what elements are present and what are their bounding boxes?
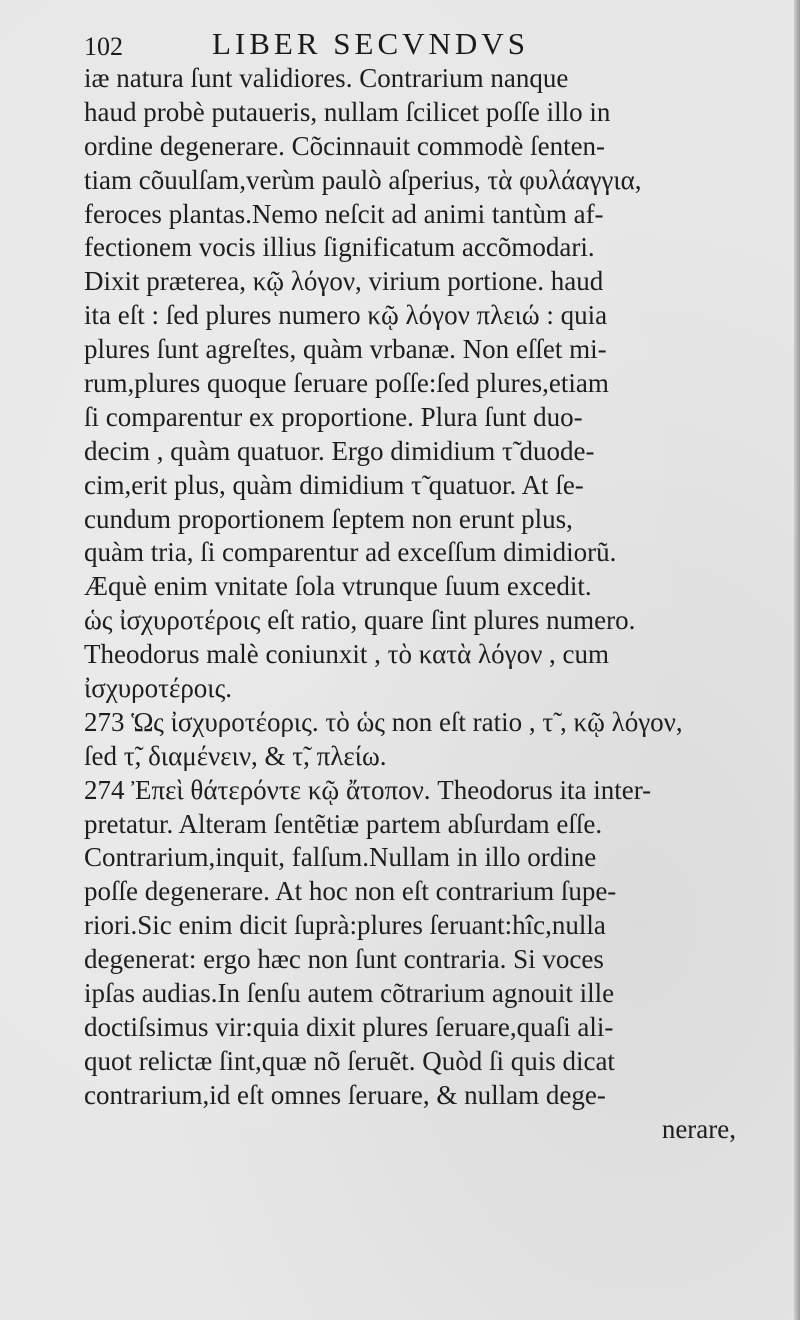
text-line: riori.Sic enim dicit ſuprà:plures ſeruant:hîc,nulla: [84, 910, 606, 941]
text-line: ſed τ̃, διαμένειν, & τ̃, πλείω.: [84, 740, 387, 771]
text-line: haud probè putaueris, nullam ſcilicet poſſe illo in: [84, 96, 611, 127]
running-head: LIBER SECVNDVS: [212, 26, 529, 61]
text-line: pretatur. Alteram ſentẽtiæ partem abſurdam eſſe.: [84, 808, 603, 839]
text-line: Contrarium,inquit, falſum.Nullam in illo ordine: [84, 842, 597, 873]
text-line: Dixit præterea, κῷ λόγον, virium portione. haud: [84, 266, 604, 297]
text-line: feroces plantas.Nemo neſcit ad animi tantùm af-: [84, 198, 604, 229]
text-line: plures ſunt agreſtes, quàm vrbanæ. Non eſſet mi-: [84, 334, 607, 365]
text-line: Theodorus malè coniunxit , τὸ κατὰ λόγον , cum: [84, 639, 610, 670]
text-line: cim,erit plus, quàm dimidium τ̃ quatuor. At ſe-: [84, 469, 584, 500]
text-line: cundum proportionem ſeptem non erunt plus,: [84, 503, 573, 534]
page-header: [84, 26, 724, 66]
text-line: tiam cõuulſam,verùm paulò aſperius, τὰ φυλάαγγια,: [84, 164, 642, 195]
text-line: ita eſt : ſed plures numero κῷ λόγον πλειώ : quia: [84, 300, 608, 331]
note-line-273: 273 Ὡς ἰσχυροτέορις. τὸ ὡς non eſt ratio , τ̃ , κῷ λόγον,: [84, 706, 683, 737]
text-line: poſſe degenerare. At hoc non eſt contrarium ſupe-: [84, 876, 617, 907]
text-line: rum,plures quoque ſeruare poſſe:ſed plures,etiam: [84, 368, 609, 399]
text-line: doctiſsimus vir:quia dixit plures ſeruare,quaſi ali-: [84, 1011, 614, 1042]
text-line: ſi comparentur ex proportione. Plura ſunt duo-: [84, 401, 583, 432]
text-line: fectionem vocis illius ſignificatum accõmodari.: [84, 232, 595, 263]
text-line: Æquè enim vnitate ſola vtrunque ſuum excedit.: [84, 571, 592, 602]
note-line-274: 274 Ἐπεὶ θάτερόντε κῷ ἄτοπον. Theodorus ita inter-: [84, 774, 652, 805]
body-text: [84, 62, 744, 1147]
text-line: degenerat: ergo hæc non ſunt contraria. Si voces: [84, 944, 604, 975]
text-line: iæ natura ſunt validiores. Contrarium nanque: [84, 63, 569, 93]
text-line: decim , quàm quatuor. Ergo dimidium τ̃ duode-: [84, 435, 595, 466]
page-edge: [794, 0, 800, 1320]
text-line: ὡς ἰσχυροτέροις eſt ratio, quare ſint plures numero.: [84, 605, 636, 636]
text-line: ordine degenerare. Cõcinnauit commodè ſenten-: [84, 130, 606, 161]
text-line: ipſas audias.In ſenſu autem cõtrarium agnouit ille: [84, 978, 615, 1009]
catchword: nerare,: [661, 1113, 736, 1144]
text-line: quot relictæ ſint,quæ nõ ſeruẽt. Quòd ſi quis dicat: [84, 1045, 615, 1076]
text-line: ἰσχυροτέροις.: [84, 673, 233, 704]
page-number: 102: [84, 32, 123, 61]
text-line: contrarium,id eſt omnes ſeruare, & nullam dege-: [84, 1079, 606, 1110]
text-line: quàm tria, ſi comparentur ad exceſſum dimidiorũ.: [84, 537, 617, 568]
